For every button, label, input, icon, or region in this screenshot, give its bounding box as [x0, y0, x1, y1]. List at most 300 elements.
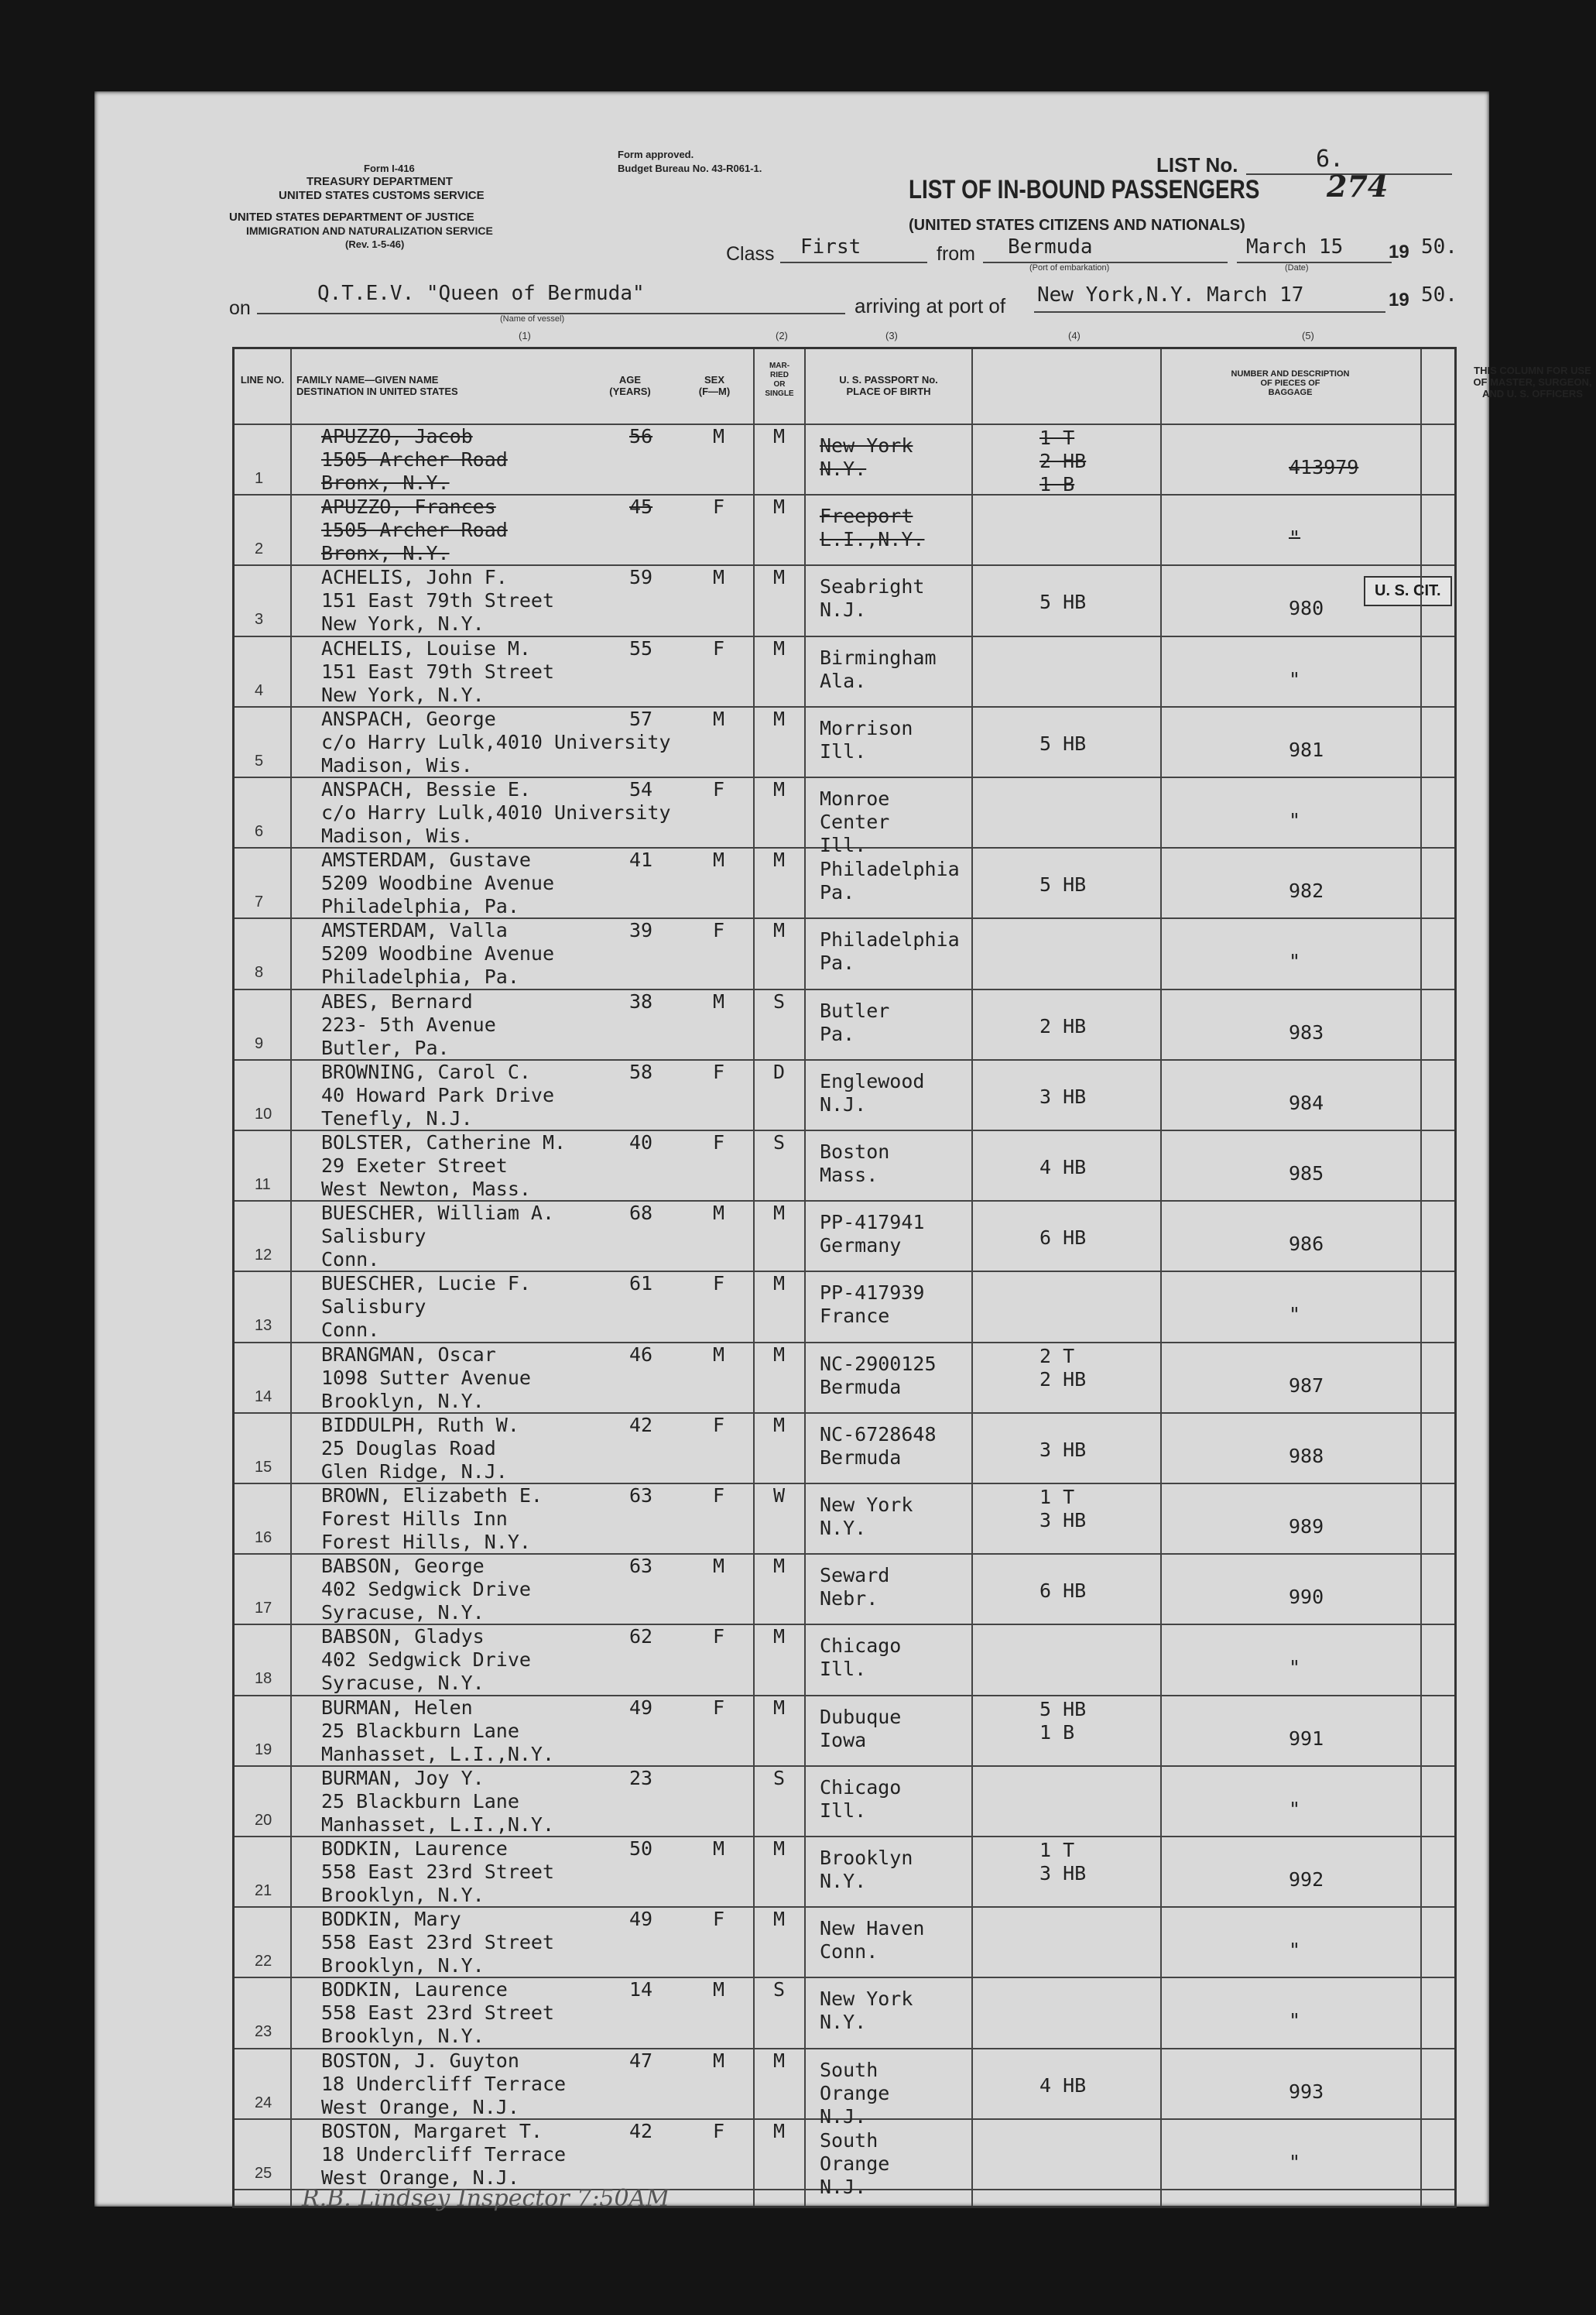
address-line-1: 25 Douglas Road	[321, 1436, 496, 1459]
place-of-birth-1: Englewood	[820, 1069, 925, 1092]
passenger-name: BROWN, Elizabeth E.	[321, 1484, 543, 1507]
officer-number: "	[1289, 1303, 1301, 1326]
date-caption: (Date)	[1285, 263, 1309, 273]
passenger-name: AMSTERDAM, Gustave	[321, 849, 531, 872]
marital-status: S	[773, 1766, 786, 1789]
line-number: 23	[255, 2023, 272, 2041]
age: 63	[629, 1555, 653, 1578]
passenger-name: BODKIN, Mary	[321, 1908, 461, 1931]
place-of-birth-1: NC-6728648	[820, 1422, 937, 1446]
address-line-1: 18 Undercliff Terrace	[321, 2142, 567, 2166]
passenger-name: BURMAN, Joy Y.	[321, 1766, 485, 1789]
address-line-1: 5209 Woodbine Avenue	[321, 942, 555, 965]
address-line-1: 558 East 23rd Street	[321, 2001, 555, 2025]
passenger-name: BUESCHER, William A.	[321, 1202, 555, 1225]
marital-status: M	[773, 849, 786, 872]
place-of-birth-2: Pa.	[820, 881, 855, 904]
place-of-birth-2: Orange	[820, 2152, 890, 2175]
sex: F	[713, 1060, 725, 1083]
list-no-label: LIST No.	[1156, 153, 1238, 177]
marital-status: D	[773, 1060, 786, 1083]
officer-number: 982	[1289, 880, 1324, 903]
sex: F	[713, 1484, 725, 1507]
baggage-1: 1 T	[1039, 1486, 1075, 1508]
marital-status: M	[773, 1696, 786, 1719]
address-line-1: 402 Sedgwick Drive	[321, 1578, 531, 1601]
col-header-sex: SEX (F—M)	[698, 374, 731, 397]
baggage-1: 1 T	[1039, 427, 1075, 449]
place-of-birth-1: PP-417939	[820, 1281, 925, 1305]
place-of-birth-2: Conn.	[820, 1940, 878, 1963]
officer-number: 992	[1289, 1868, 1324, 1891]
passenger-name: BABSON, Gladys	[321, 1625, 485, 1648]
place-of-birth-2: Ala.	[820, 669, 867, 692]
marital-status: M	[773, 1202, 786, 1225]
address-line-1: 151 East 79th Street	[321, 660, 555, 683]
line-number: 24	[255, 2094, 272, 2111]
address-line-2: New York, N.Y.	[321, 683, 485, 706]
officer-number: 990	[1289, 1586, 1324, 1609]
sex: M	[713, 2049, 725, 2072]
line-number: 8	[255, 964, 264, 982]
address-line-2: Brooklyn, N.Y.	[321, 2025, 485, 2048]
passenger-name: ANSPACH, George	[321, 707, 496, 730]
line-number: 3	[255, 611, 264, 629]
marital-status: M	[773, 425, 786, 448]
place-of-birth-1: South	[820, 2058, 878, 2081]
marital-status: M	[773, 2119, 786, 2142]
officer-number: "	[1289, 667, 1301, 691]
address-line-1: 1098 Sutter Avenue	[321, 1366, 531, 1389]
sex: M	[713, 1555, 725, 1578]
officer-number: 988	[1289, 1444, 1324, 1467]
address-line-2: Manhasset, L.I.,N.Y.	[321, 1742, 555, 1765]
place-of-birth-1: New York	[820, 1987, 913, 2011]
sex: F	[713, 778, 725, 801]
passenger-name: BUESCHER, Lucie F.	[321, 1272, 531, 1295]
place-of-birth-3: Ill.	[820, 834, 867, 856]
address-line-2: Philadelphia, Pa.	[321, 895, 519, 918]
marital-status: S	[773, 1978, 786, 2001]
address-line-1: 1505 Archer Road	[321, 519, 508, 542]
place-of-birth-2: Bermuda	[820, 1375, 902, 1398]
col-header-line: LINE NO.	[240, 374, 285, 386]
place-of-birth-2: Nebr.	[820, 1587, 878, 1610]
sex: F	[713, 1131, 725, 1154]
place-of-birth-1: Seward	[820, 1564, 890, 1587]
class-label: Class	[726, 243, 775, 265]
sex: M	[713, 707, 725, 730]
baggage-2: 5 HB	[1039, 732, 1087, 755]
address-line-1: 29 Exeter Street	[321, 1154, 508, 1177]
address-line-2: Bronx, N.Y.	[321, 542, 450, 565]
col-header-age: AGE (YEARS)	[609, 374, 651, 397]
age: 45	[629, 496, 653, 519]
sex: F	[713, 2119, 725, 2142]
marital-status: M	[773, 1272, 786, 1295]
line-number: 14	[255, 1387, 272, 1405]
place-of-birth-2: Orange	[820, 2081, 890, 2104]
address-line-1: 151 East 79th Street	[321, 589, 555, 612]
arrival-port-date: New York,N.Y. March 17	[1037, 283, 1304, 307]
place-of-birth-1: Morrison	[820, 716, 913, 739]
officer-number: 980	[1289, 597, 1324, 620]
baggage-2: 6 HB	[1039, 1579, 1087, 1603]
place-of-birth-2: Bermuda	[820, 1446, 902, 1469]
officer-number: "	[1289, 2150, 1301, 2173]
age: 49	[629, 1696, 653, 1719]
marital-status: M	[773, 1343, 786, 1366]
form-subtitle: (UNITED STATES CITIZENS AND NATIONALS)	[909, 217, 1245, 234]
form-title: LIST OF IN-BOUND PASSENGERS	[909, 175, 1260, 204]
marital-status: M	[773, 2049, 786, 2072]
officer-number: "	[1289, 526, 1301, 550]
marital-status: M	[773, 707, 786, 730]
marital-status: S	[773, 989, 786, 1013]
sex: M	[713, 1202, 725, 1225]
line-number: 17	[255, 1600, 272, 1617]
place-of-birth-1: New Haven	[820, 1917, 925, 1940]
marital-status: M	[773, 1555, 786, 1578]
passenger-name: APUZZO, Jacob	[321, 425, 473, 448]
sex: F	[713, 1272, 725, 1295]
baggage-2: 2 HB	[1039, 1014, 1087, 1037]
line-number: 5	[255, 752, 264, 770]
passenger-name: BOLSTER, Catherine M.	[321, 1131, 567, 1154]
age: 54	[629, 778, 653, 801]
marital-status: M	[773, 1625, 786, 1648]
passenger-name: BODKIN, Laurence	[321, 1837, 508, 1860]
baggage-2: 3 HB	[1039, 1862, 1087, 1885]
sex: M	[713, 849, 725, 872]
marital-status: M	[773, 919, 786, 942]
address-line-2: West Orange, N.J.	[321, 2166, 519, 2189]
age: 61	[629, 1272, 653, 1295]
marital-status: S	[773, 1131, 786, 1154]
address-line-1: 558 East 23rd Street	[321, 1931, 555, 1954]
passenger-table	[232, 347, 1592, 2208]
inspector-signature: R.B. Lindsey Inspector 7:50AM	[302, 2185, 670, 2212]
embark-year: 50.	[1421, 235, 1457, 259]
address-line-1: 25 Blackburn Lane	[321, 1719, 519, 1742]
address-line-2: Madison, Wis.	[321, 825, 473, 847]
passenger-name: ABES, Bernard	[321, 989, 473, 1013]
officer-number: 983	[1289, 1020, 1324, 1044]
address-line-1: c/o Harry Lulk,4010 University	[321, 730, 671, 753]
page-number: 274	[1327, 169, 1389, 204]
address-line-2: New York, N.Y.	[321, 612, 485, 636]
address-line-2: Tenefly, N.J.	[321, 1106, 473, 1130]
address-line-1: 558 East 23rd Street	[321, 1861, 555, 1883]
address-line-1: Forest Hills Inn	[321, 1507, 508, 1530]
officer-number: 981	[1289, 738, 1324, 761]
address-line-2: Bronx, N.Y.	[321, 472, 450, 494]
place-of-birth-1: Chicago	[820, 1634, 902, 1658]
age: 49	[629, 1908, 653, 1931]
on-label: on	[229, 297, 251, 319]
col-header-passport: U. S. PASSPORT No. PLACE OF BIRTH	[839, 374, 938, 397]
place-of-birth-2: Ill.	[820, 739, 867, 763]
address-line-2: Brooklyn, N.Y.	[321, 1389, 485, 1412]
line-number: 13	[255, 1317, 272, 1335]
line-number: 19	[255, 1741, 272, 1758]
place-of-birth-2: France	[820, 1305, 890, 1328]
line-number: 16	[255, 1529, 272, 1546]
arriving-label: arriving at port of	[855, 294, 1006, 317]
age: 50	[629, 1837, 653, 1860]
us-citizen-stamp: U. S. CIT.	[1364, 576, 1452, 606]
place-of-birth-2: N.Y.	[820, 458, 867, 480]
col-number-4: (4)	[1068, 330, 1081, 341]
treasury-department: TREASURY DEPARTMENT	[307, 175, 453, 188]
address-line-2: Brooklyn, N.Y.	[321, 1884, 485, 1906]
place-of-birth-2: Pa.	[820, 1022, 855, 1045]
baggage-1: 1 T	[1039, 1839, 1075, 1861]
col-header-name: FAMILY NAME—GIVEN NAME DESTINATION IN UNITED STATES	[296, 374, 458, 397]
place-of-birth-2: Ill.	[820, 1799, 867, 1822]
place-of-birth-1: New York	[820, 1494, 913, 1516]
col-header-officers: THIS COLUMN FOR USE OF MASTER, SURGEON, AND U. S. OFFICERS	[1473, 365, 1592, 400]
age: 68	[629, 1202, 653, 1225]
baggage-2: 2 HB	[1039, 450, 1087, 472]
age: 39	[629, 919, 653, 942]
place-of-birth-3: N.J.	[820, 2104, 867, 2128]
age: 42	[629, 1413, 653, 1436]
line-number: 2	[255, 540, 264, 558]
vessel-name: Q.T.E.V. "Queen of Bermuda"	[317, 282, 645, 305]
place-of-birth-1: Philadelphia	[820, 928, 960, 952]
col-number-2: (2)	[776, 330, 788, 341]
age: 38	[629, 989, 653, 1013]
marital-status: M	[773, 496, 786, 519]
place-of-birth-1: NC-2900125	[820, 1352, 937, 1375]
address-line-2: West Newton, Mass.	[321, 1178, 531, 1200]
address-line-2: Syracuse, N.Y.	[321, 1672, 485, 1695]
line-number: 25	[255, 2164, 272, 2182]
passenger-name: ACHELIS, Louise M.	[321, 636, 531, 660]
col-number-1: (1)	[519, 330, 531, 341]
passenger-name: BABSON, George	[321, 1555, 485, 1578]
line-number: 6	[255, 823, 264, 840]
age: 46	[629, 1343, 653, 1366]
department-of-justice: UNITED STATES DEPARTMENT OF JUSTICE	[229, 211, 474, 224]
age: 56	[629, 425, 653, 448]
line-number: 22	[255, 1953, 272, 1970]
embark-date: March 15	[1246, 235, 1344, 259]
place-of-birth-1: Monroe	[820, 787, 890, 810]
line-number: 11	[255, 1176, 271, 1193]
passenger-name: AMSTERDAM, Valla	[321, 919, 508, 942]
baggage-2: 3 HB	[1039, 1085, 1087, 1108]
address-line-2: Conn.	[321, 1319, 380, 1342]
budget-bureau: Budget Bureau No. 43-R061-1.	[618, 163, 762, 174]
ins-service: IMMIGRATION AND NATURALIZATION SERVICE	[246, 225, 493, 237]
passenger-name: BODKIN, Laurence	[321, 1978, 508, 2001]
col-number-5: (5)	[1302, 330, 1314, 341]
age: 58	[629, 1060, 653, 1083]
baggage-2: 4 HB	[1039, 2073, 1087, 2097]
officer-number: "	[1289, 2009, 1301, 2032]
line-number: 21	[255, 1882, 272, 1899]
arrival-year-prefix: 19	[1389, 290, 1409, 310]
passenger-name: APUZZO, Frances	[321, 496, 496, 519]
address-line-1: 40 Howard Park Drive	[321, 1083, 555, 1106]
address-line-1: Salisbury	[321, 1295, 426, 1319]
address-line-2: Madison, Wis.	[321, 753, 473, 777]
baggage-2: 5 HB	[1039, 873, 1087, 897]
sex: F	[713, 1696, 725, 1719]
officer-number: 984	[1289, 1091, 1324, 1114]
sex: M	[713, 1837, 725, 1860]
line-number: 4	[255, 681, 264, 699]
age: 59	[629, 566, 653, 589]
officer-number: 986	[1289, 1233, 1324, 1256]
passenger-name: ACHELIS, John F.	[321, 566, 508, 589]
place-of-birth-2: Ill.	[820, 1658, 867, 1681]
sex: F	[713, 496, 725, 519]
port-of-embarkation: Bermuda	[1008, 235, 1093, 259]
address-line-1: 1505 Archer Road	[321, 448, 508, 471]
marital-status: M	[773, 1837, 786, 1860]
place-of-birth-1: Chicago	[820, 1775, 902, 1799]
place-of-birth-2: Iowa	[820, 1728, 867, 1751]
marital-status: M	[773, 1908, 786, 1931]
age: 55	[629, 636, 653, 660]
address-line-1: 5209 Woodbine Avenue	[321, 872, 555, 895]
place-of-birth-1: Brooklyn	[820, 1847, 913, 1869]
baggage-2: 6 HB	[1039, 1226, 1087, 1250]
officer-number: 987	[1289, 1374, 1324, 1397]
col-number-3: (3)	[885, 330, 898, 341]
sex: M	[713, 1978, 725, 2001]
baggage-2: 5 HB	[1039, 591, 1087, 614]
address-line-2: Syracuse, N.Y.	[321, 1601, 485, 1624]
marital-status: M	[773, 636, 786, 660]
officer-number: "	[1289, 809, 1301, 832]
form-number: Form I-416	[364, 163, 415, 174]
place-of-birth-1: Freeport	[820, 505, 913, 528]
arrival-year: 50.	[1421, 283, 1457, 307]
place-of-birth-2: N.Y.	[820, 2011, 867, 2034]
place-of-birth-2: N.Y.	[820, 1517, 867, 1539]
passenger-name: BRANGMAN, Oscar	[321, 1343, 496, 1366]
age: 63	[629, 1484, 653, 1507]
place-of-birth-3: N.J.	[820, 2175, 867, 2198]
line-number: 1	[255, 470, 264, 487]
passenger-name: ANSPACH, Bessie E.	[321, 778, 531, 801]
officer-number: "	[1289, 1797, 1301, 1820]
officer-number: "	[1289, 950, 1301, 973]
place-of-birth-2: L.I.,N.Y.	[820, 528, 925, 551]
year-prefix: 19	[1389, 242, 1409, 262]
officer-number: 413979	[1289, 456, 1359, 478]
sex: F	[713, 1413, 725, 1436]
place-of-birth-1: Boston	[820, 1140, 890, 1163]
from-label: from	[937, 243, 975, 265]
sex: F	[713, 1908, 725, 1931]
place-of-birth-1: Birmingham	[820, 646, 937, 669]
address-line-2: West Orange, N.J.	[321, 2095, 519, 2118]
line-number: 18	[255, 1670, 272, 1688]
baggage-3: 1 B	[1039, 473, 1075, 496]
baggage-2: 3 HB	[1039, 1509, 1087, 1531]
sex: M	[713, 566, 725, 589]
sex: M	[713, 989, 725, 1013]
place-of-birth-1: Butler	[820, 999, 890, 1022]
place-of-birth-1: South	[820, 2128, 878, 2152]
place-of-birth-1: Dubuque	[820, 1705, 902, 1728]
baggage-1: 5 HB	[1039, 1697, 1087, 1720]
sex: F	[713, 636, 725, 660]
place-of-birth-2: Center	[820, 811, 890, 833]
address-line-2: Forest Hills, N.Y.	[321, 1531, 531, 1553]
line-number: 9	[255, 1034, 264, 1052]
port-caption: (Port of embarkation)	[1029, 263, 1110, 273]
line-number: 15	[255, 1458, 272, 1476]
line-number: 10	[255, 1105, 272, 1123]
age: 40	[629, 1131, 653, 1154]
col-header-baggage: NUMBER AND DESCRIPTION OF PIECES OF BAGGAGE	[1231, 369, 1350, 397]
place-of-birth-2: N.J.	[820, 1092, 867, 1116]
address-line-2: Butler, Pa.	[321, 1036, 450, 1059]
officer-number: 989	[1289, 1515, 1324, 1538]
place-of-birth-2: Germany	[820, 1234, 902, 1257]
officer-number: 985	[1289, 1162, 1324, 1185]
passenger-name: BOSTON, J. Guyton	[321, 2049, 519, 2072]
baggage-2: 2 HB	[1039, 1367, 1087, 1391]
address-line-1: 25 Blackburn Lane	[321, 1789, 519, 1813]
baggage-1: 2 T	[1039, 1344, 1075, 1367]
address-line-2: Manhasset, L.I.,N.Y.	[321, 1813, 555, 1836]
sex: M	[713, 425, 725, 448]
place-of-birth-1: Seabright	[820, 575, 925, 598]
customs-service: UNITED STATES CUSTOMS SERVICE	[279, 189, 485, 202]
passenger-name: BIDDULPH, Ruth W.	[321, 1413, 519, 1436]
age: 62	[629, 1625, 653, 1648]
address-line-1: 223- 5th Avenue	[321, 1013, 496, 1036]
officer-number: "	[1289, 1656, 1301, 1679]
marital-status: M	[773, 778, 786, 801]
place-of-birth-2: N.J.	[820, 598, 867, 622]
marital-status: W	[773, 1484, 786, 1507]
address-line-2: Glen Ridge, N.J.	[321, 1459, 508, 1483]
revision-date: (Rev. 1-5-46)	[345, 238, 405, 250]
address-line-1: 402 Sedgwick Drive	[321, 1648, 531, 1672]
line-number: 12	[255, 1247, 272, 1264]
age: 47	[629, 2049, 653, 2072]
age: 23	[629, 1766, 653, 1789]
age: 42	[629, 2119, 653, 2142]
passenger-name: BROWNING, Carol C.	[321, 1060, 531, 1083]
baggage-2: 3 HB	[1039, 1438, 1087, 1461]
sex: F	[713, 1625, 725, 1648]
baggage-2: 4 HB	[1039, 1156, 1087, 1178]
class-value: First	[800, 235, 861, 259]
officer-number: "	[1289, 1939, 1301, 1962]
age: 41	[629, 849, 653, 872]
address-line-2: Philadelphia, Pa.	[321, 965, 519, 989]
col-header-married: MAR- RIED OR SINGLE	[765, 362, 794, 398]
passenger-name: BOSTON, Margaret T.	[321, 2119, 543, 2142]
officer-number: 993	[1289, 2080, 1324, 2103]
place-of-birth-2: Mass.	[820, 1164, 878, 1186]
age: 57	[629, 707, 653, 730]
address-line-1: c/o Harry Lulk,4010 University	[321, 801, 671, 824]
place-of-birth-1: PP-417941	[820, 1211, 925, 1234]
sex: F	[713, 919, 725, 942]
place-of-birth-2: Pa.	[820, 952, 855, 975]
address-line-1: 18 Undercliff Terrace	[321, 2072, 567, 2095]
